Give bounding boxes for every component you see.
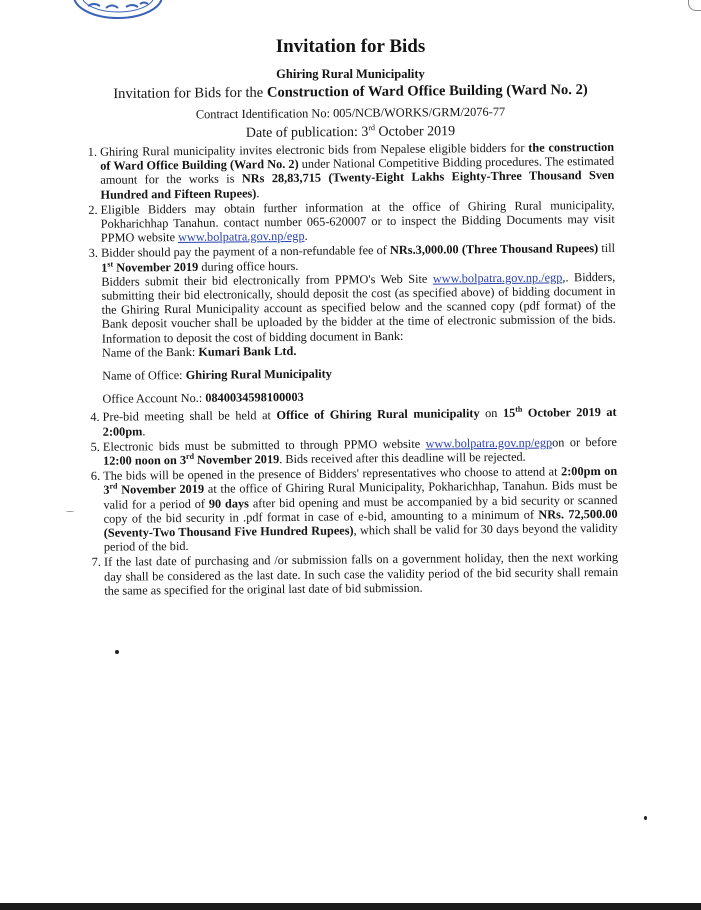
document-fee: NRs.3,000.00 (Three Thousand Rupees) <box>389 241 599 258</box>
publication-date-prefix: Date of publication: 3 <box>245 124 369 141</box>
ppmo-link[interactable]: www.bolpatra.gov.np/egp <box>178 229 305 245</box>
item-text: Eligible Bidders may obtain further information at the office of Ghiring Rural municipality, Pokharichhap Tanahun. contact number 065-620007 or to inspect the Bidding Documents may visit PPMO website <box>100 197 615 246</box>
fee-deadline-day: 1 <box>101 260 108 275</box>
item-text: Bidder should pay the payment of a non-refundable fee of <box>100 243 391 261</box>
item-text: after bid opening and must be accompanied by a bid security or scanned copy of the bid security in .pdf format in case of e-bid, amounting to a minimum of <box>103 492 618 526</box>
opening-time-sup: rd <box>109 482 118 492</box>
meeting-day-sup: th <box>515 405 523 415</box>
office-name-line <box>102 364 616 383</box>
item-text: on or before <box>552 434 617 450</box>
item-text: . <box>256 185 260 200</box>
item-text: , which shall be valid for 30 days beyond the validity period of the bid. <box>103 520 618 555</box>
list-item <box>103 405 617 438</box>
fee-deadline-month: November 2019 <box>113 259 199 275</box>
account-label: Office Account No.: <box>102 391 206 407</box>
submission-deadline-sup: rd <box>185 451 195 461</box>
submission-deadline-month: November 2019 <box>193 452 280 467</box>
submission-deadline-time: 12:00 noon on 3 <box>102 453 187 468</box>
bank-value: Kumari Bank Ltd. <box>198 343 297 359</box>
ppmo-link[interactable]: www.bolpatra.gov.np./egp <box>432 270 563 286</box>
scan-speck <box>115 650 119 654</box>
subtitle-project: Construction of Ward Office Building (Ward No. 2) <box>266 81 588 101</box>
scan-speck <box>66 511 74 512</box>
item-text: ,. Bidders, submitting their bid electronically, should deposit the cost (as specified above) of bidding document in the Ghiring Rural Municipality account as specified below and the scanned copy (pdf format) of the Bank deposit voucher shall be uploaded by the bidder at the time of electronic submission of the bids. Information to deposit the cost of bidding document in Bank: <box>101 269 616 346</box>
opening-time-month: November 2019 <box>117 482 205 498</box>
item-text: under National Competitive Bidding procedures. The estimated amount for the works is <box>100 154 615 188</box>
office-value: Ghiring Rural Municipality <box>185 366 332 383</box>
subtitle <box>0 81 701 104</box>
publication-date-sup: rd <box>368 123 376 133</box>
item-text: on <box>479 406 504 421</box>
corner-mark <box>688 0 701 11</box>
validity-period: 90 days <box>208 496 249 511</box>
fee-deadline <box>101 259 198 274</box>
item-text: If the last date of purchasing and /or submission falls on a government holiday, then the next working day shall be considered as the last date. In such case the validity period of the bid security shall remain the same as specified for the original last date of bid submission. <box>103 550 619 598</box>
scan-edge <box>0 903 701 910</box>
list-item <box>101 241 617 406</box>
conditions-list <box>78 140 618 598</box>
account-number-line <box>102 387 616 406</box>
item-text: during office hours. <box>198 258 299 274</box>
page-title: Invitation for Bids <box>275 36 426 57</box>
list-item <box>103 435 617 468</box>
item-text: . <box>142 424 146 439</box>
submission-deadline <box>103 452 279 468</box>
item-bold: the construction of Ward Office Building (Ward No. 2) <box>100 139 615 173</box>
fee-deadline-sup: st <box>107 259 114 269</box>
list-item <box>100 140 615 202</box>
ppmo-link[interactable]: www.bolpatra.gov.np/egp <box>425 435 553 451</box>
item-text: Pre-bid meeting shall be held at <box>102 408 277 425</box>
scan-speck <box>644 816 647 820</box>
office-label: Name of Office: <box>102 368 186 383</box>
item-text: at the office of Ghiring Rural Municipality, Pokharichhap, Tanahun. Bids must be valid for a period of <box>103 478 618 512</box>
estimated-amount: NRs 28,83,715 (Twenty-Eight Lakhs Eighty-Three Thousand Sven Hundred and Fifteen Rupees) <box>100 168 615 202</box>
opening-time-day: 2:00pm on 3 <box>103 464 618 498</box>
meeting-day: 15 <box>502 406 516 421</box>
subtitle-prefix: Invitation for Bids for the <box>113 84 267 103</box>
item-text: till <box>598 241 616 256</box>
bank-label: Name of the Bank: <box>101 344 199 360</box>
bid-security-amount: NRs. 72,500.00 (Seventy-Two Thousand Five Hundred Rupees) <box>103 506 618 540</box>
list-item <box>104 550 618 598</box>
bid-conditions <box>78 140 618 599</box>
item-text: Ghiring Rural municipality invites electronic bids from Nepalese eligible bidders for <box>99 140 529 159</box>
list-item <box>103 464 618 554</box>
publication-date-suffix: October 2019 <box>374 124 456 140</box>
contract-identification: Contract Identification No: 005/NCB/WORKS/GRM/2076-77 <box>195 104 506 122</box>
item-text: Electronic bids must be submitted to through PPMO website <box>102 436 426 454</box>
organization-name: Ghiring Rural Municipality <box>276 67 425 81</box>
item-text: . <box>304 229 308 244</box>
account-value: 0840034598100003 <box>205 390 304 406</box>
list-item <box>101 198 615 246</box>
item-text: Bidders submit their bid electronically from PPMO's Web Site <box>101 271 433 289</box>
item-text: The bids will be opened in the presence of Bidders' representatives who choose to attend at <box>103 464 562 484</box>
meeting-time: October 2019 at 2:00pm <box>102 405 617 439</box>
municipality-seal-icon <box>70 0 166 20</box>
item-text: . Bids received after this deadline will be rejected. <box>279 449 526 467</box>
meeting-venue: Office of Ghiring Rural municipality <box>276 406 480 423</box>
